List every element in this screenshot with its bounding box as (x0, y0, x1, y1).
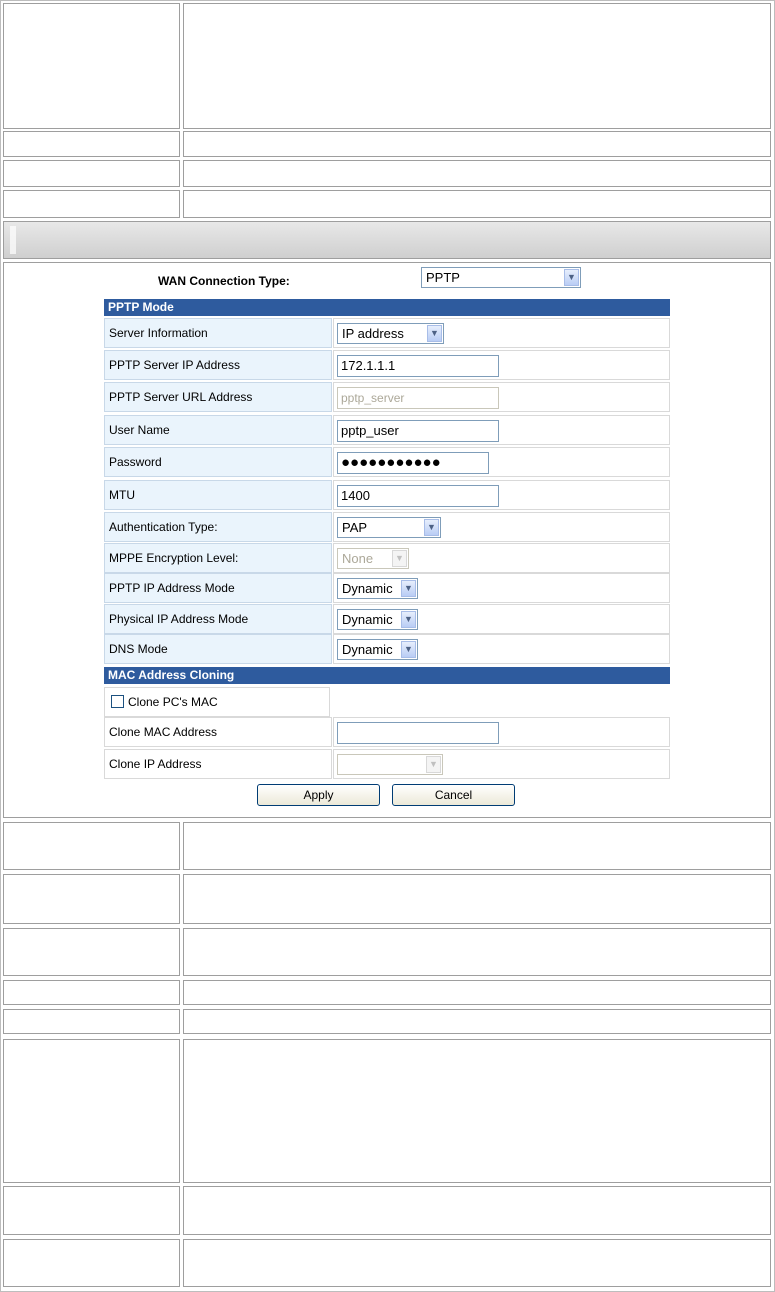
field-cell (333, 480, 670, 510)
mppe-row (104, 543, 670, 573)
password-row (104, 447, 670, 477)
user-name-label: User Name (104, 415, 332, 445)
clone-ip-row (104, 749, 670, 779)
doc-desc-cell (183, 1009, 771, 1034)
doc-desc-cell (183, 980, 771, 1005)
physical-ip-mode-label: Physical IP Address Mode (104, 604, 332, 634)
auth-type-value: PAP (342, 520, 368, 535)
doc-row (3, 928, 771, 976)
doc-row (3, 1039, 771, 1183)
doc-row (3, 980, 771, 1005)
auth-type-row (104, 512, 670, 542)
field-cell (333, 415, 670, 445)
dns-mode-select[interactable] (337, 639, 418, 660)
field-cell (333, 447, 670, 477)
clone-mac-input[interactable] (337, 722, 499, 744)
user-name-input[interactable]: pptp_user (337, 420, 499, 442)
doc-desc-cell (183, 160, 771, 187)
physical-ip-mode-value: Dynamic (342, 612, 393, 627)
doc-label-cell (3, 822, 180, 870)
clone-pc-mac-cell (104, 687, 330, 717)
mtu-input[interactable]: 1400 (337, 485, 499, 507)
field-cell (333, 749, 670, 779)
field-cell (333, 573, 670, 603)
chevron-down-icon: ▼ (424, 519, 439, 536)
doc-desc-cell (183, 874, 771, 924)
chevron-down-icon: ▼ (401, 641, 416, 658)
field-cell (333, 717, 670, 747)
pptp-ip-mode-label: PPTP IP Address Mode (104, 573, 332, 603)
clone-mac-label: Clone MAC Address (104, 717, 332, 747)
doc-label-cell (3, 1009, 180, 1034)
apply-button[interactable]: Apply (257, 784, 380, 806)
server-information-select[interactable] (337, 323, 444, 344)
field-cell (333, 350, 670, 380)
doc-desc-cell (183, 1239, 771, 1287)
chevron-down-icon: ▼ (401, 611, 416, 628)
chevron-down-icon: ▼ (401, 580, 416, 597)
doc-row (3, 3, 771, 129)
server-url-label: PPTP Server URL Address (104, 382, 332, 412)
doc-label-cell (3, 1039, 180, 1183)
doc-label-cell (3, 190, 180, 218)
field-cell (333, 543, 670, 573)
mppe-select[interactable] (337, 548, 409, 569)
physical-ip-mode-select[interactable] (337, 609, 418, 630)
doc-desc-cell (183, 3, 771, 129)
doc-label-cell (3, 1239, 180, 1287)
server-ip-row (104, 350, 670, 380)
cancel-button[interactable]: Cancel (392, 784, 515, 806)
clone-pc-mac-label: Clone PC's MAC (128, 695, 218, 709)
pptp-settings-form (104, 263, 670, 817)
mtu-label: MTU (104, 480, 332, 510)
clone-ip-label: Clone IP Address (104, 749, 332, 779)
server-ip-input[interactable]: 172.1.1.1 (337, 355, 499, 377)
mtu-row (104, 480, 670, 510)
band-grip (10, 226, 16, 254)
clone-pc-mac-row (104, 687, 670, 717)
field-cell (333, 512, 670, 542)
server-information-row (104, 318, 670, 348)
doc-row (3, 190, 771, 218)
pptp-ip-mode-value: Dynamic (342, 581, 393, 596)
doc-row (3, 1009, 771, 1034)
chevron-down-icon: ▼ (564, 269, 579, 286)
physical-ip-mode-row (104, 604, 670, 634)
doc-desc-cell (183, 1039, 771, 1183)
auth-type-select[interactable] (337, 517, 441, 538)
user-name-row (104, 415, 670, 445)
doc-desc-cell (183, 131, 771, 157)
doc-label-cell (3, 928, 180, 976)
doc-label-cell (3, 874, 180, 924)
chevron-down-icon: ▼ (427, 325, 442, 342)
doc-label-cell (3, 131, 180, 157)
doc-row (3, 1239, 771, 1287)
password-label: Password (104, 447, 332, 477)
mppe-value: None (342, 551, 374, 566)
clone-mac-row (104, 717, 670, 747)
password-input[interactable]: ●●●●●●●●●●● (337, 452, 489, 474)
chevron-down-icon: ▼ (426, 756, 441, 773)
mppe-label: MPPE Encryption Level: (104, 543, 332, 573)
auth-type-label: Authentication Type: (104, 512, 332, 542)
doc-row (3, 160, 771, 187)
doc-row (3, 874, 771, 924)
doc-row (3, 131, 771, 157)
dns-mode-label: DNS Mode (104, 634, 332, 664)
chevron-down-icon: ▼ (392, 550, 407, 567)
doc-row (3, 1186, 771, 1235)
clone-ip-select[interactable] (337, 754, 443, 775)
doc-label-cell (3, 1186, 180, 1235)
wan-connection-type-value: PPTP (426, 270, 460, 285)
pptp-mode-header: PPTP Mode (104, 299, 670, 316)
clone-pc-mac-checkbox[interactable] (111, 695, 124, 708)
pptp-ip-mode-select[interactable] (337, 578, 418, 599)
field-cell (333, 634, 670, 664)
doc-desc-cell (183, 1186, 771, 1235)
dns-mode-row (104, 634, 670, 664)
doc-desc-cell (183, 822, 771, 870)
doc-label-cell (3, 160, 180, 187)
wan-connection-type-select[interactable] (421, 267, 581, 288)
server-url-input[interactable]: pptp_server (337, 387, 499, 409)
doc-label-cell (3, 3, 180, 129)
doc-row (3, 822, 771, 870)
dns-mode-value: Dynamic (342, 642, 393, 657)
doc-desc-cell (183, 928, 771, 976)
pptp-ip-mode-row (104, 573, 670, 603)
wan-connection-type-label: WAN Connection Type: (158, 274, 290, 288)
server-information-value: IP address (342, 326, 404, 341)
server-information-label: Server Information (104, 318, 332, 348)
doc-label-cell (3, 980, 180, 1005)
mac-cloning-header: MAC Address Cloning (104, 667, 670, 684)
doc-desc-cell (183, 190, 771, 218)
gray-header-band (3, 221, 771, 259)
field-cell (333, 604, 670, 634)
field-cell (333, 318, 670, 348)
field-cell (333, 382, 670, 412)
server-url-row (104, 382, 670, 412)
server-ip-label: PPTP Server IP Address (104, 350, 332, 380)
